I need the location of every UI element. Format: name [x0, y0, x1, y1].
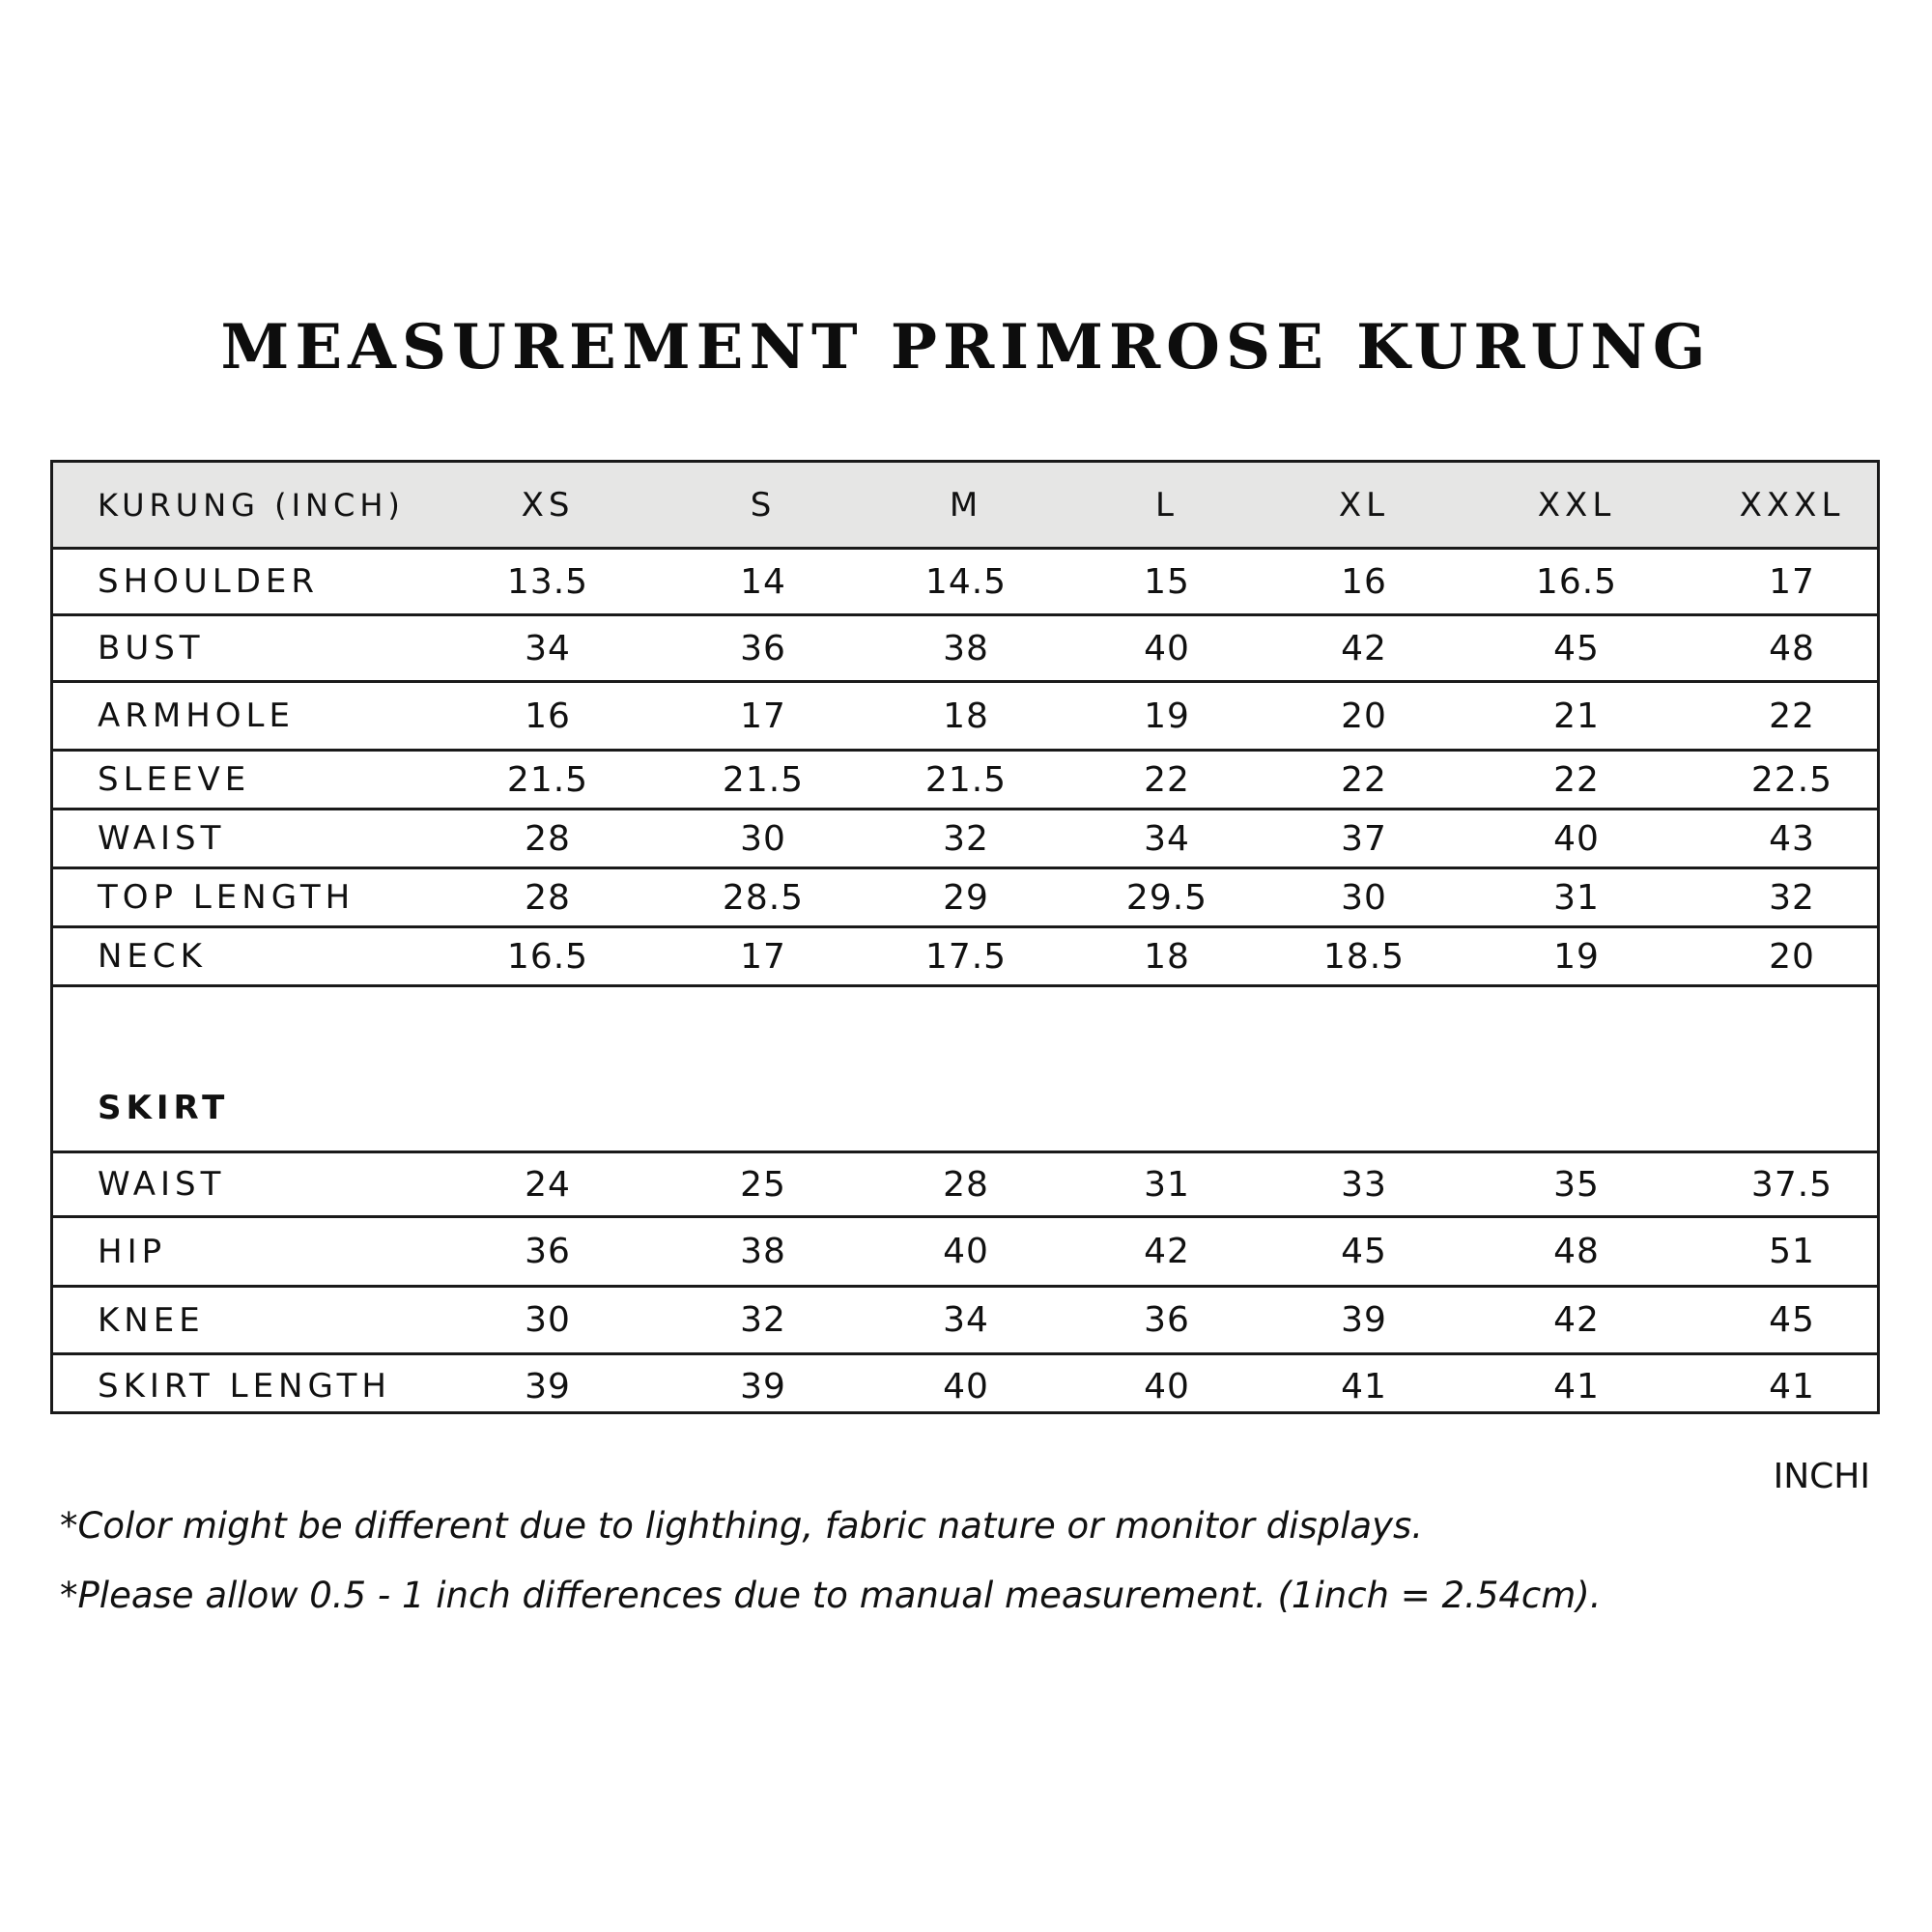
size-header: XXL [1537, 485, 1616, 525]
size-header: S [750, 485, 777, 525]
measurement-cell: 41 [1769, 1366, 1815, 1406]
row-label: SHOULDER [98, 562, 320, 601]
measurement-cell: 34 [525, 628, 571, 668]
measurement-cell: 16 [1341, 561, 1387, 602]
measurement-cell: 28 [525, 818, 571, 859]
measurement-cell: 20 [1341, 696, 1387, 736]
measurement-cell: 20 [1769, 936, 1815, 977]
size-header: XL [1338, 485, 1390, 525]
row-label: HIP [98, 1232, 167, 1271]
measurement-cell: 14 [740, 561, 786, 602]
table-row [53, 616, 1877, 683]
table-header-row [53, 463, 1877, 550]
measurement-cell: 41 [1553, 1366, 1600, 1406]
measurement-cell: 14.5 [924, 561, 1008, 602]
measurement-cell: 39 [1341, 1300, 1387, 1340]
measurement-cell: 17 [1769, 561, 1815, 602]
table-row [53, 752, 1877, 810]
measurement-cell: 40 [1144, 628, 1190, 668]
measurement-cell: 22.5 [1750, 759, 1833, 800]
measurement-cell: 38 [943, 628, 989, 668]
row-label: SKIRT LENGTH [98, 1367, 391, 1406]
measurement-cell: 17 [740, 696, 786, 736]
size-chart-table [50, 460, 1880, 1414]
measurement-cell: 22 [1769, 696, 1815, 736]
page-title: MEASUREMENT PRIMROSE KURUNG [220, 311, 1712, 384]
table-row [53, 1153, 1877, 1218]
table-row [53, 1355, 1877, 1417]
measurement-cell: 51 [1769, 1232, 1815, 1271]
size-header: L [1155, 485, 1179, 525]
table-row [53, 869, 1877, 928]
table-row [53, 683, 1877, 752]
measurement-cell: 18 [943, 696, 989, 736]
measurement-cell: 39 [525, 1366, 571, 1406]
measurement-cell: 21.5 [924, 759, 1008, 800]
measurement-cell: 32 [740, 1300, 786, 1340]
measurement-cell: 36 [740, 628, 786, 668]
row-label: KNEE [98, 1300, 205, 1340]
table-row [53, 550, 1877, 616]
measurement-cell: 21.5 [722, 759, 805, 800]
measurement-cell: 37 [1341, 818, 1387, 859]
column-header-label: KURUNG (INCH) [98, 486, 405, 524]
row-label: BUST [98, 629, 205, 668]
measurement-cell: 22 [1341, 759, 1387, 800]
measurement-cell: 28 [525, 877, 571, 918]
measurement-cell: 36 [1144, 1300, 1190, 1340]
measurement-cell: 16.5 [506, 936, 589, 977]
measurement-cell: 22 [1553, 759, 1600, 800]
measurement-cell: 25 [740, 1164, 786, 1205]
measurement-cell: 21.5 [506, 759, 589, 800]
measurement-cell: 31 [1144, 1164, 1190, 1205]
measurement-cell: 40 [1553, 818, 1600, 859]
measurement-cell: 43 [1769, 818, 1815, 859]
measurement-cell: 39 [740, 1366, 786, 1406]
measurement-cell: 16.5 [1535, 561, 1618, 602]
measurement-cell: 13.5 [506, 561, 589, 602]
measurement-cell: 45 [1341, 1232, 1387, 1271]
table-row [53, 1218, 1877, 1288]
section-label: SKIRT [98, 1089, 230, 1127]
measurement-cell: 15 [1144, 561, 1190, 602]
measurement-cell: 42 [1341, 628, 1387, 668]
measurement-cell: 42 [1144, 1232, 1190, 1271]
measurement-cell: 45 [1553, 628, 1600, 668]
measurement-cell: 24 [525, 1164, 571, 1205]
measurement-cell: 40 [943, 1232, 989, 1271]
table-row [53, 810, 1877, 869]
size-header: M [949, 485, 983, 525]
row-label: NECK [98, 937, 207, 976]
row-label: WAIST [98, 819, 226, 858]
measurement-cell: 28.5 [722, 877, 805, 918]
measurement-cell: 29 [943, 877, 989, 918]
measurement-cell: 31 [1553, 877, 1600, 918]
size-header: XXXL [1739, 485, 1845, 525]
measurement-cell: 17.5 [924, 936, 1008, 977]
measurement-cell: 32 [1769, 877, 1815, 918]
measurement-cell: 19 [1553, 936, 1600, 977]
measurement-cell: 36 [525, 1232, 571, 1271]
measurement-cell: 41 [1341, 1366, 1387, 1406]
measurement-cell: 34 [943, 1300, 989, 1340]
measurement-cell: 42 [1553, 1300, 1600, 1340]
measurement-cell: 30 [740, 818, 786, 859]
table-row [53, 1288, 1877, 1355]
measurement-cell: 38 [740, 1232, 786, 1271]
size-header: XS [521, 485, 575, 525]
measurement-cell: 28 [943, 1164, 989, 1205]
measurement-cell: 33 [1341, 1164, 1387, 1205]
measurement-cell: 17 [740, 936, 786, 977]
measurement-cell: 16 [525, 696, 571, 736]
measurement-cell: 34 [1144, 818, 1190, 859]
row-label: SLEEVE [98, 760, 251, 799]
measurement-cell: 19 [1144, 696, 1190, 736]
measurement-cell: 48 [1769, 628, 1815, 668]
row-label: TOP LENGTH [98, 878, 355, 917]
measurement-cell: 22 [1144, 759, 1190, 800]
measurement-cell: 18.5 [1322, 936, 1406, 977]
row-label: ARMHOLE [98, 696, 295, 735]
measurement-cell: 45 [1769, 1300, 1815, 1340]
measurement-cell: 40 [1144, 1366, 1190, 1406]
color-disclaimer-note: *Color might be different due to lighthing, fabric nature or monitor displays. [60, 1505, 1424, 1547]
row-label: WAIST [98, 1165, 226, 1204]
measurement-cell: 21 [1553, 696, 1600, 736]
measurement-cell: 37.5 [1750, 1164, 1833, 1205]
measurement-cell: 30 [1341, 877, 1387, 918]
measurement-cell: 48 [1553, 1232, 1600, 1271]
measurement-cell: 32 [943, 818, 989, 859]
skirt-section-row [53, 987, 1877, 1153]
measurement-cell: 29.5 [1125, 877, 1208, 918]
measurement-cell: 18 [1144, 936, 1190, 977]
measurement-cell: 30 [525, 1300, 571, 1340]
measurement-cell: 40 [943, 1366, 989, 1406]
measurement-cell: 35 [1553, 1164, 1600, 1205]
unit-label: INCHI [1773, 1457, 1870, 1496]
measurement-tolerance-note: *Please allow 0.5 - 1 inch differences due to manual measurement. (1inch = 2.54cm). [60, 1575, 1602, 1616]
table-row [53, 928, 1877, 987]
